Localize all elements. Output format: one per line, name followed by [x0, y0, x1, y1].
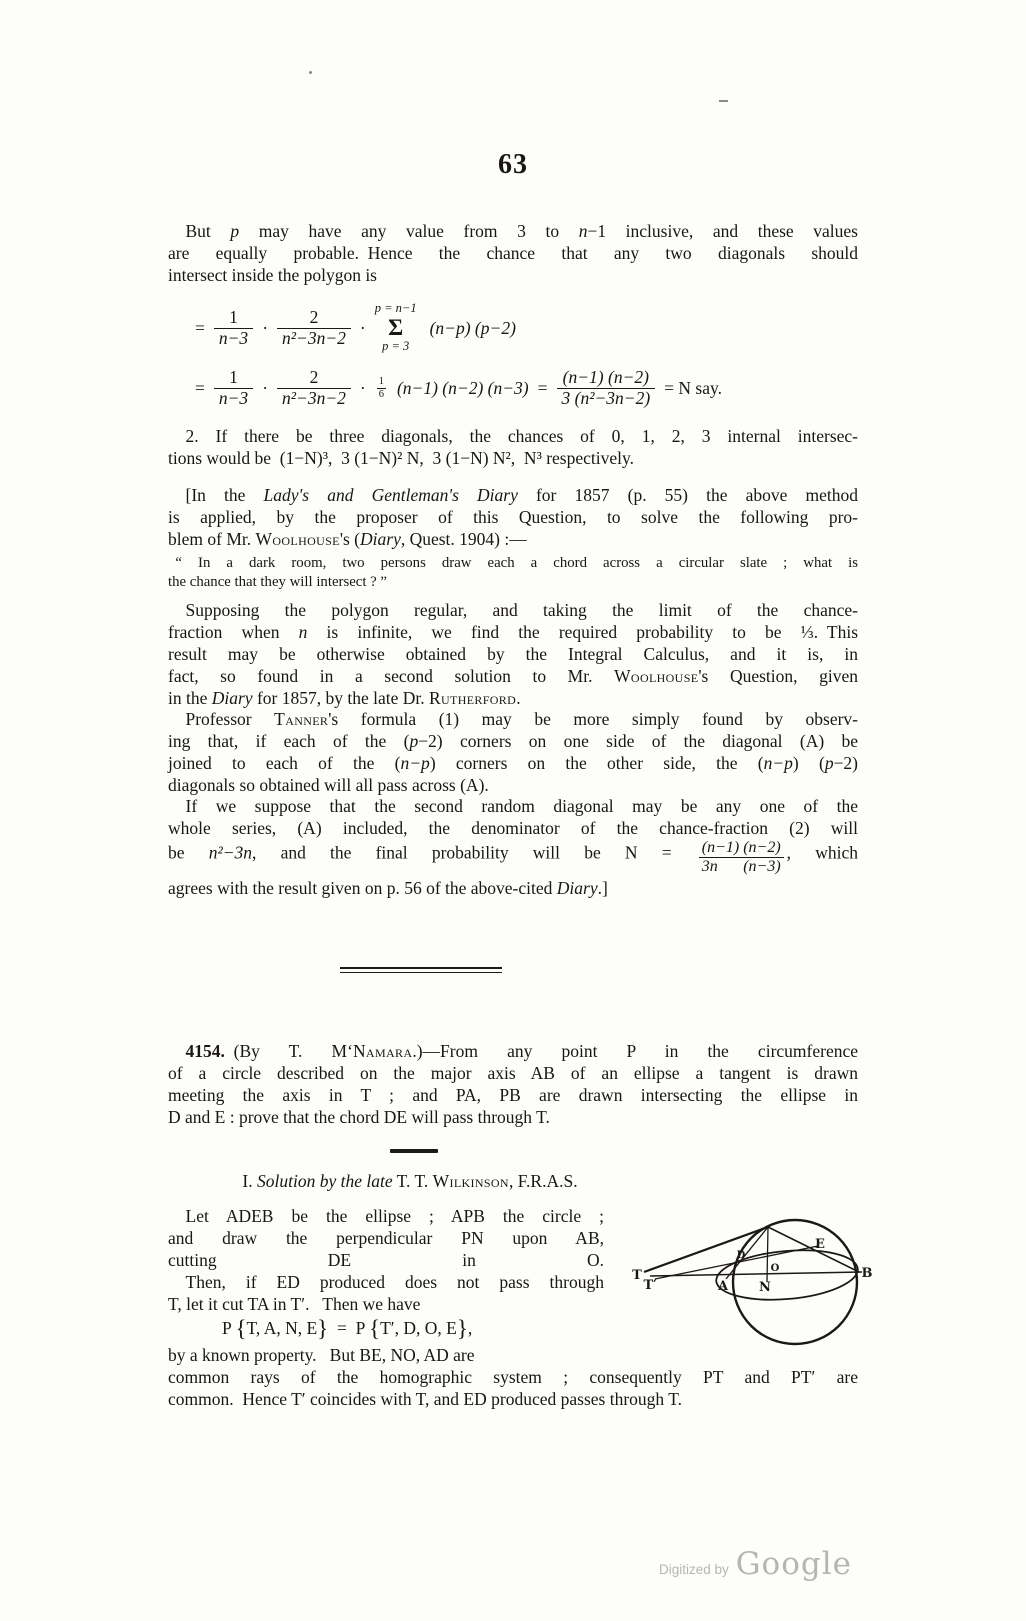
solution-text-left-column-2	[168, 1344, 604, 1366]
fraction: $\frac{2}{\text{n²−3n−2}}$	[277, 368, 351, 408]
figure-circle	[733, 1220, 857, 1344]
formula-sum	[195, 298, 516, 358]
text-line: in the Diary for 1857, by the late Dr. Rutherford.	[168, 688, 521, 708]
figure-label-O: O	[770, 1263, 780, 1274]
text-line: is applied, by the proposer of this Question, to solve the following pro-	[168, 507, 858, 527]
summation-symbol: p = n−1 Σ p = 3	[374, 301, 417, 354]
equals-sign: =	[195, 317, 205, 338]
question-divider-rule	[390, 1149, 438, 1153]
paragraph-diary-reference	[168, 484, 858, 550]
middot: ·	[262, 377, 269, 398]
inline-fraction: $\frac{(n-1) (n-2)}{3n (n-3)}$	[699, 839, 784, 877]
equals-sign: =	[537, 377, 548, 398]
text-line: diagonals so obtained will all pass across (A).	[168, 775, 489, 795]
figure-label-T-prime: T′	[643, 1278, 657, 1293]
paragraph-intro	[168, 220, 858, 286]
figure-label-D: D	[736, 1250, 746, 1261]
text-line: P {T, A, N, E} = P {T′, D, O, E},	[222, 1316, 473, 1341]
middot: ·	[359, 377, 366, 398]
paragraph-three-diagonals	[168, 425, 858, 469]
text-line: Then, if ED produced does not pass through	[168, 1272, 604, 1292]
fraction: $\frac{2}{\text{n²−3n−2}}$	[277, 308, 351, 348]
scan-speck	[309, 71, 312, 74]
text-line: whole series, (A) included, the denominator of the chance-fraction (2) will	[168, 818, 858, 838]
text-line: be n²−3n, and the final probability will be N = $\frac{(n-1) (n-2)}{3n (n-3)}$ , which	[168, 839, 858, 876]
fraction: $\frac{1}{n-3}$	[214, 308, 253, 348]
text-line: Supposing the polygon regular, and taking the limit of the chance-	[168, 600, 858, 620]
question-4154	[168, 1040, 858, 1128]
text-line: agrees with the result given on p. 56 of the above-cited Diary.]	[168, 877, 608, 898]
text-line: If we suppose that the second random diagonal may be any one of the	[168, 796, 858, 816]
text-line: result may be otherwise obtained by the Integral Calculus, and it is, in	[168, 644, 858, 664]
text-line: But p may have any value from 3 to n−1 inclusive, and these values	[168, 221, 858, 241]
solution-text-full-width	[168, 1366, 858, 1410]
product-terms: (n−1) (n−2) (n−3)	[396, 377, 529, 398]
watermark-prefix: Digitized by	[659, 1562, 729, 1577]
quoted-problem	[168, 554, 858, 592]
text-line: are equally probable. Hence the chance that any two diagonals should	[168, 243, 858, 263]
figure-label-A: A	[717, 1279, 729, 1294]
figure-label-B: B	[861, 1266, 873, 1281]
text-line: fraction when n is infinite, we find the required probability to be ⅓. This	[168, 622, 858, 642]
text-line: [In the Lady's and Gentleman's Diary for 1857 (p. 55) the above method	[168, 485, 859, 505]
text-line: “ In a dark room, two persons draw each a chord across a circular slate ; what is	[168, 555, 858, 571]
result-label: = N say.	[664, 377, 722, 398]
text-line: the chance that they will intersect ? ”	[168, 574, 387, 590]
text-line: cutting DE in O.	[168, 1250, 604, 1270]
fraction: $\frac{1}{n-3}$	[214, 368, 253, 408]
text-line: joined to each of the (n−p) corners on the other side, the (n−p) (p−2)	[168, 753, 859, 773]
figure-line-PB	[768, 1227, 859, 1272]
middot: ·	[359, 317, 366, 338]
text-line: tions would be (1−N)³, 3 (1−N)² N, 3 (1−N) N², N³ respectively.	[168, 448, 634, 468]
formula-result	[195, 363, 722, 413]
figure-label-N: N	[759, 1280, 771, 1295]
text-line: and draw the perpendicular PN upon AB,	[168, 1228, 604, 1248]
text-line: Professor Tanner's formula (1) may be more simply found by observ-	[168, 709, 859, 729]
text-line: meeting the axis in T ; and PA, PB are drawn intersecting the ellipse in	[168, 1085, 858, 1105]
figure-circle-ellipse-diagram	[610, 1182, 900, 1357]
summand: (n−p) (p−2)	[429, 317, 516, 338]
text-line: common. Hence T′ coincides with T, and ED produced passes through T.	[168, 1389, 682, 1409]
text-line: blem of Mr. Woolhouse's (Diary, Quest. 1904) :—	[168, 529, 527, 549]
google-logo: Google	[735, 1546, 852, 1582]
paragraph-second-diagonal	[168, 795, 858, 899]
text-line: common rays of the homographic system ; consequently PT and PT′ are	[168, 1367, 858, 1387]
equals-sign: =	[195, 377, 205, 398]
figure-label-E: E	[815, 1237, 825, 1252]
text-line: D and E : prove that the chord DE will pass through T.	[168, 1107, 550, 1127]
text-line: T, let it cut TA in T′. Then we have	[168, 1294, 421, 1314]
solution-heading	[190, 1170, 630, 1192]
fraction: $\frac{(n-1) (n-2)}{\text{3 (n²−3n−2)}}$	[557, 368, 656, 408]
text-line: 4154. (By T. M‘Namara.)—From any point P in the circumference	[185, 1041, 858, 1061]
solution-text-left-column	[168, 1205, 604, 1315]
text-line: Let ADEB be the ellipse ; APB the circle ;	[168, 1206, 604, 1226]
middot: ·	[262, 317, 269, 338]
paragraph-supposing	[168, 599, 858, 709]
page-number: 63	[498, 149, 528, 180]
figure-label-T: T	[632, 1268, 642, 1283]
digitized-by-google-watermark	[659, 1546, 852, 1582]
text-line: by a known property. But BE, NO, AD are	[168, 1345, 475, 1365]
text-line: intersect inside the polygon is	[168, 265, 377, 285]
scan-speck	[719, 100, 728, 102]
case-fraction-one-sixth: 1 6	[378, 376, 384, 400]
text-line: fact, so found in a second solution to Mr. Woolhouse's Question, given	[168, 666, 858, 686]
pencil-equality-formula	[222, 1317, 652, 1340]
text-line: 2. If there be three diagonals, the chances of 0, 1, 2, 3 internal intersec-	[168, 426, 858, 446]
text-line: I. Solution by the late T. T. Wilkinson, F.R.A.S.	[242, 1171, 578, 1191]
text-line: ing that, if each of the (p−2) corners on one side of the diagonal (A) be	[168, 731, 858, 751]
paragraph-professor-tanner	[168, 708, 858, 796]
text-line: of a circle described on the major axis AB of an ellipse a tangent is drawn	[168, 1063, 858, 1083]
section-divider-double-rule	[340, 967, 502, 973]
